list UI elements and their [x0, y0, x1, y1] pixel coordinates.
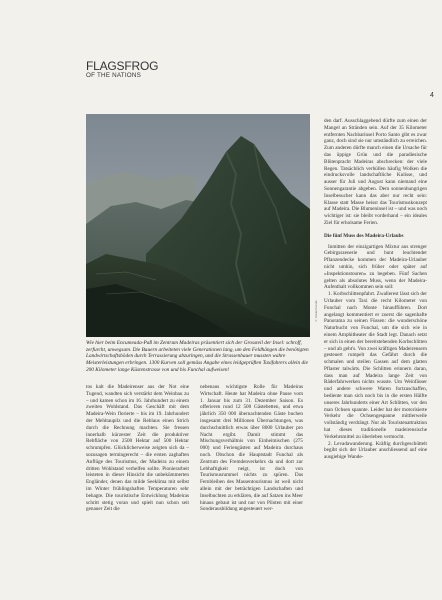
page-number: 4: [430, 92, 434, 99]
photo-credit: © Daniel Forster: [314, 300, 318, 323]
section-subheading: Die fünf Muss des Madeira-Urlaubs: [324, 232, 404, 239]
mountain-photo: [86, 114, 310, 337]
logo-main-text: FLAGSFROG: [86, 59, 159, 73]
logo-sub-text: OF THE NATIONS: [86, 72, 142, 79]
article-column-3: [324, 118, 427, 598]
list-item-levada-walk: 2. Levadawanderung. Kräftig durchgeschüttelt begibt sich der Urlauber anschliessend auf eine ausgiebige Wande-: [324, 440, 427, 461]
photo-caption: Wie hier beim Encumeada-Paß im Zentrum Madeiras präsentiert sich der Grossteil der Insel: schroff, zerfurcht, unwegsam. Die Bauern arbeiteten viele Generationen lang, um den Feldhängen die benötigten Landwirtschaftsböden durch Terrassierung abzuringen, und die Strassenbauer mussten wahre Meisterleistungen erbringen. 1300 Kurven soll gemäss Angabe eines leidgeprüften Taxifahrers allein die 200 Kilometer lange Küstenstrasse von und bis Funchal aufweisen!: [86, 340, 309, 373]
article-column-1: [86, 384, 189, 598]
column-3-intro: den darf. Ausschlaggebend dürfte zum einen der Mangel an Stränden sein. Auf der 35 Kilometer entfernten Nachbarinsel Porto Santo gibt es zwar ganz, doch sind sie nur umständlich zu erreichen. Zum anderen dürfte manch einen die Ursache für das üppige Grün und die paradiesische Blütenpracht Madeiras abschrecken: der viele Regen. Tatsächlich verhüllen häufig Wolken die eindrucksvolle landschaftliche Kulisse, und ausser für Juli und August kann niemand eine Sonnengarantie abgeben. Dem sonnenhungrigen Inselbesucher kann das aber nur recht sein: Klasse statt Masse heisst das Tourismuskonzept auf Madeira. Die Blumeninsel ist – und was noch wichtiger ist: sie bleibt vorderhand – ein ideales Ziel für erholsame Ferien.: [324, 118, 427, 226]
list-item-sledge-ride: 1. Korbschlittenpfahrt. Zwallerest lässt sich der Urlauber vom Taxi die recht Kilometer von Funchal nach Monte hinaufführen. Dort angelangt kommentiert er zuerst die sagenhafte Panorama zu seinen Füssen: die wunderschöne Naturbucht von Funchal, um die sich wie in einem Amphitheater die Stadt legt. Danach setzt er sich in einen der bereitstehenden Korbschlitten – und ab geht's. Von zwei kräftigen Madeirensern gesteuert rumpelt das Gefährt durch die schmalen und steilen Gassen auf dem glatten Pflaster talwärts. Die Schlitten erinnern daran, dass man auf Madeira lange Zeit von Räderfahrwerken nichts wusste. Um Weinfässer und andere schwere Waren fortzuschaffen, bediente man sich noch bis in die ersten Hälfte unseres Jahrhunderts einer Art Schlitten, vor den man Ochsen spannte. Leider hat der motorisierte Verkehr die Ochsengespanne mittlerweile vollständig verdrängt. Nur als Touristenattraktion hat dieses traditionelle madeirensische Verkehrsmittel zu überleben vermocht.: [324, 291, 427, 440]
mountain-photo-illustration: [86, 114, 310, 337]
publication-logo: [86, 60, 158, 79]
column-1-text: tos kalt die Madeirenser aus der Not eine Tugend, wandten sich verstärkt dem Weinbau zu – und kamen schon im 16. Jahrhundert zu einem zweiten Wohlstand. Das Geschäft mit dem Madeira-Wein florierte – bis im 19. Jahrhundert der Mehltaupilz und die Reblaus einen Strich durch die Rechnung machten. Sie fressen innerhalb kürzester Zeit die produktiver Rebfläche von 2500 Hektar auf 500 Hektar schrumpfen. Glücklicherweise zeigten sich da – sozusagen termingerecht – die ersten zaghaften Anflüge des Tourismus, der Madeira zu einem dritten Wohlstand verhelfen sollte. Pionierarbeit leisteten in dieser Hinsicht die unbekümmerten Engländer, denen das milde Seeklima mit selbst im Winter frühlingshaften Temperaturen sehr behagte. Die touristische Entwicklung Madeiras schritt stetig voran und spielt nun schon seit genauer Zeit die: [86, 384, 189, 513]
article-column-2: [200, 384, 303, 598]
column-2-text: nebenaus wichtigste Rolle für Madeiras Wirtschaft. Heute hat Madeira ohne Pause vom 1. Januar bis zum 31. Dezember Saison. Es offerieren rund 12 500 Gästebetten, und etwa jährlich 350 000 übernachtenden Gäste buchen insgesamt drei Millionen Übernachtungen, was durchschnittlich etwas über 8000 Urlauber pro Nacht ergibt. Damit stimmt das Mischungsverhältnis von Einheimischen (275 000) und Feriengästen auf Madeira durchaus noch. Obschon die Hauptstadt Funchal als Zentrum des Fremdenverkehrs da und dort zur Lebhaftigkeit neigt, ist doch von Tourismusrummel nichts zu spüren. Das Fernbleiben des Massentourismus ist weil nicht allein mit der beträchtigen Landschaften und Inselbuchten zu erklären, die auf Satzen ins Meer hinaus gebaut ist und nur von Piloten mit einer Sonderausbildung angesteuert wer-: [200, 384, 303, 513]
column-3-body: Inmitten der einzigartigen Mixtur aus strenger Gebirgsszenerie und bunt leuchtender Pflanzendecke kommen der Madeira-Urlauber nicht umhin, sich früher oder später auf «Inspektionstouren» zu begeben. Fünf Sachen gelten als absolutes Muss, wenn der Madeira-Aufenthalt vollkommen sein soll:: [324, 243, 427, 291]
